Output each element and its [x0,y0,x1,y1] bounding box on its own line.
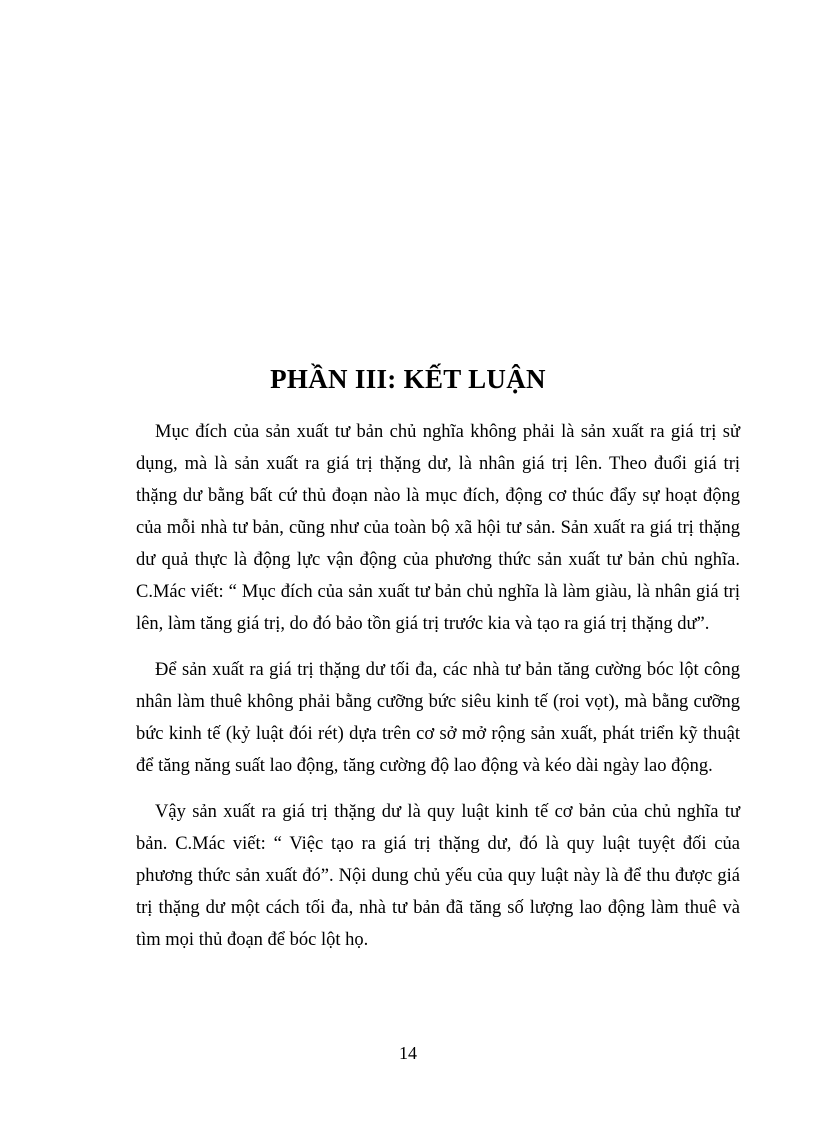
paragraph-1: Mục đích của sản xuất tư bản chủ nghĩa không phải là sản xuất ra giá trị sử dụng, mà là sản xuất ra giá trị thặng dư, là nhân giá trị lên. Theo đuổi giá trị thặng dư bằng bất cứ thủ đoạn nào là mục đích, động cơ thúc đẩy sự hoạt động của mỗi nhà tư bản, cũng như của toàn bộ xã hội tư sản. Sản xuất ra giá trị thặng dư quả thực là động lực vận động của phương thức sản xuất tư bản chủ nghĩa. C.Mác viết: “ Mục đích của sản xuất tư bản chủ nghĩa là làm giàu, là nhân giá trị lên, làm tăng giá trị, do đó bảo tồn giá trị trước kia và tạo ra giá trị thặng dư”. [136,422,740,634]
paragraph-2: Để sản xuất ra giá trị thặng dư tối đa, các nhà tư bản tăng cường bóc lột công nhân làm thuê không phải bằng cưỡng bức siêu kinh tế (roi vọt), mà bằng cưỡng bức kinh tế (kỷ luật đói rét) dựa trên cơ sở mở rộng sản xuất, phát triển kỹ thuật để tăng năng suất lao động, tăng cường độ lao động và kéo dài ngày lao động. [136,660,740,776]
body-text [136,416,740,970]
paragraph-3: Vậy sản xuất ra giá trị thặng dư là quy luật kinh tế cơ bản của chủ nghĩa tư bản. C.Mác viết: “ Việc tạo ra giá trị thặng dư, đó là quy luật tuyệt đối của phương thức sản xuất đó”. Nội dung chủ yếu của quy luật này là để thu được giá trị thặng dư một cách tối đa, nhà tư bản đã tăng số lượng lao động làm thuê và tìm mọi thủ đoạn để bóc lột họ. [136,802,740,950]
section-title: PHẦN III: KẾT LUẬN [270,364,546,394]
page-number: 14 [399,1043,417,1063]
